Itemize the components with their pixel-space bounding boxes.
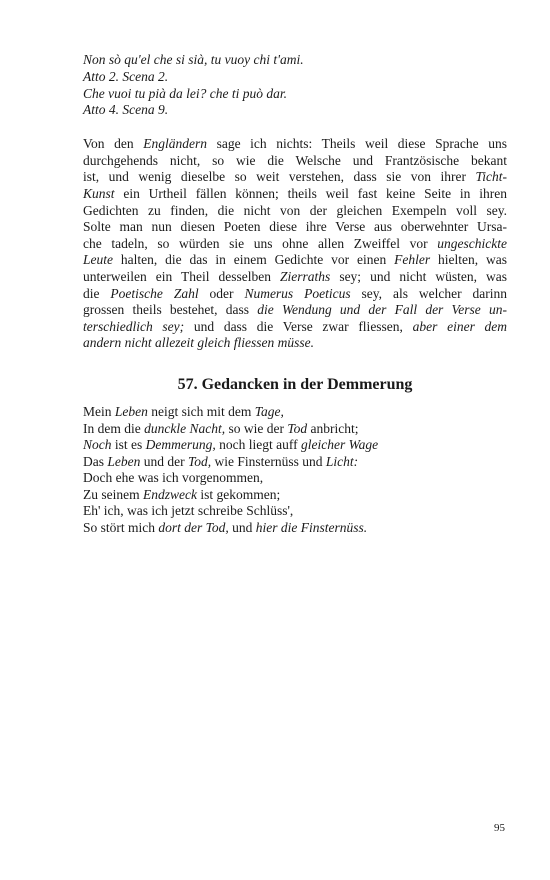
paragraph-line: Von den Engländern sage ich nichts: Theils weil diese Sprache uns — [83, 136, 507, 152]
poem-line: Noch ist es Demmerung, noch liegt auff gleicher Wage — [83, 437, 379, 453]
poem-line: Eh' ich, was ich jetzt schreibe Schlüss', — [83, 503, 294, 519]
paragraph-line: Leute halten, die das in einem Gedichte vor einen Fehler hielten, was — [83, 252, 508, 268]
page-number: 95 — [494, 822, 505, 834]
poem-line: Doch ehe was ich vorgenommen, — [83, 470, 264, 486]
paragraph-line: terschiedlich sey; und dass die Verse zwar fliessen, aber einer dem — [83, 318, 508, 334]
quote-line: Che vuoi tu pià da lei? che ti può dar. — [83, 85, 287, 101]
poem-line: Mein Leben neigt sich mit dem Tage, — [83, 403, 284, 419]
body-paragraph — [83, 136, 507, 352]
paragraph-line: andern nicht allezeit gleich fliessen müsse. — [83, 335, 314, 351]
italian-quote-block — [83, 52, 507, 119]
paragraph-line: che tadeln, so würden sie uns ohne allen Zweiffel vor ungeschickte — [83, 235, 507, 251]
poem-line: Zu seinem Endzweck ist gekommen; — [83, 486, 281, 502]
poem-line: In dem die dunckle Nacht, so wie der Tod anbricht; — [83, 420, 359, 436]
paragraph-line: ist, und wenig dieselbe so weit verstehen, dass sie von ihrer Ticht- — [83, 169, 507, 185]
paragraph-line: die Poetische Zahl oder Numerus Poeticus sey, als welcher darinn — [83, 285, 507, 301]
quote-line: Non sò qu'el che si sià, tu vuoy chi t'ami. — [83, 52, 304, 67]
paragraph-line: grossen theils bestehet, dass die Wendung und der Fall der Verse un- — [83, 302, 507, 318]
poem-line: Das Leben und der Tod, wie Finsternüss und Licht: — [83, 453, 359, 469]
poem-block — [83, 404, 507, 537]
paragraph-line: unterweilen ein Theil desselben Zierraths sey; und nicht wüsten, was — [83, 268, 507, 284]
page-content — [83, 52, 507, 537]
paragraph-line: Solte man nun diesen Poeten diese ihre Verse aus oberwehnter Ursa- — [83, 219, 507, 235]
paragraph-line: durchgehends nicht, so wie die Welsche und Frantzösische bekant — [83, 152, 507, 168]
paragraph-line: Kunst ein Urtheil fällen können; theils weil fast keine Seite in ihren — [83, 185, 507, 201]
paragraph-line: Gedichten zu finden, die nicht von der gleichen Exempeln voll sey. — [83, 202, 507, 218]
poem-line: So stört mich dort der Tod, und hier die Finsternüss. — [83, 520, 368, 536]
quote-line: Atto 4. Scena 9. — [83, 102, 169, 118]
quote-line: Atto 2. Scena 2. — [83, 68, 169, 84]
section-heading: 57. Gedancken in der Demmerung — [177, 375, 413, 393]
